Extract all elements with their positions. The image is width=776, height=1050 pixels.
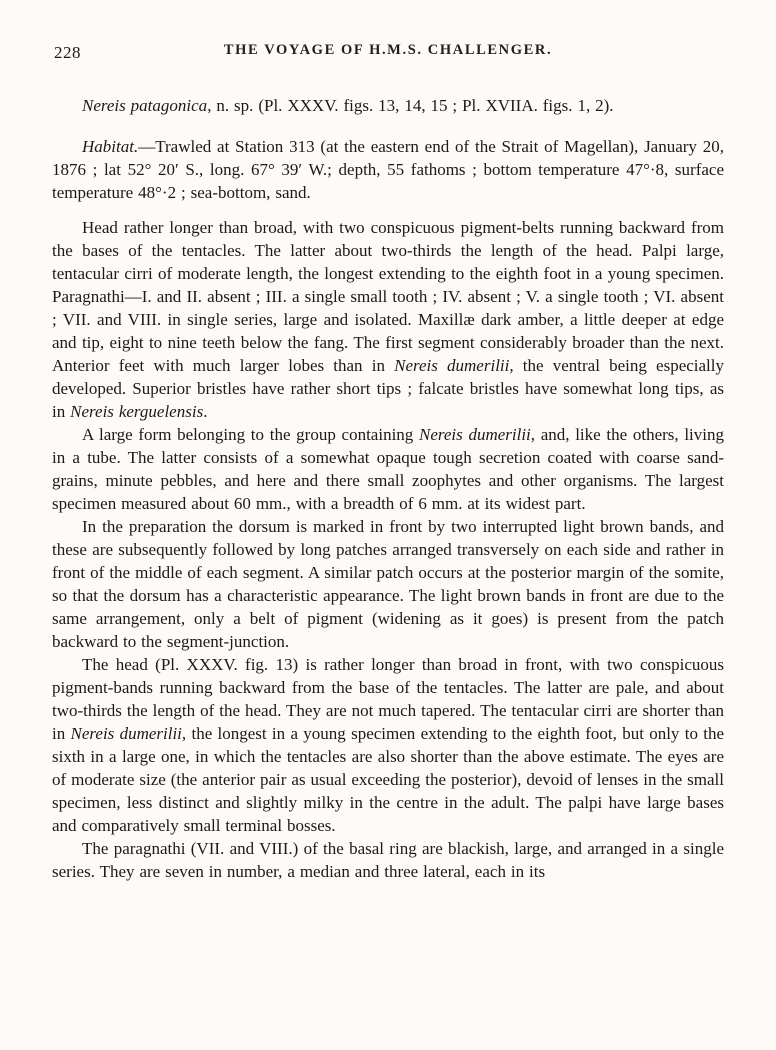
body-paragraph: The head (Pl. XXXV. fig. 13) is rather longer than broad in front, with two conspicuous pigment-bands running backward from the base of the tentacles. The latter are pale, and about two-thirds the length of the head. They are not much tapered. The tentacular cirri are shorter than in Nereis dumerilii, the longest in a young specimen extending to the eighth foot, but only to the sixth in a large one, in which the tentacles are also shorter than the above estimate. The eyes are of moderate size (the anterior pair as usual exceeding the posterior), devoid of lenses in the small specimen, less distinct and slightly milky in the centre in the adult. The palpi have large bases and comparatively small terminal bosses. xyxy=(52,655,725,835)
body-paragraph: A large form belonging to the group containing Nereis dumerilii, and, like the others, living in a tube. The latter consists of a somewhat opaque tough secretion coated with coarse sand-grains, minute pebbles, and here and there small zoophytes and other organisms. The largest specimen measured about 60 mm., with a breadth of 6 mm. at its widest part. xyxy=(52,425,725,513)
species-heading: Nereis patagonica, n. sp. (Pl. XXXV. figs. 13, 14, 15 ; Pl. XVIIA. figs. 1, 2). xyxy=(82,96,614,115)
habitat-paragraph: Habitat.—Trawled at Station 313 (at the eastern end of the Strait of Magellan), January 20, 1876 ; lat 52° 20′ S., long. 67° 39′ W.; depth, 55 fathoms ; bottom temperature 47°·8, surface temperature 48°·2 ; sea-bottom, sand. xyxy=(52,137,724,202)
running-title: THE VOYAGE OF H.M.S. CHALLENGER. xyxy=(223,42,553,58)
body-paragraph: In the preparation the dorsum is marked in front by two interrupted light brown bands, and these are subsequently followed by long patches arranged transversely on each side and rather in front of the middle of each segment. A similar patch occurs at the posterior margin of the somite, so that the dorsum has a characteristic appearance. The light brown bands in front are due to the same arrangement, only a belt of pigment (widening as it goes) is present from the patch backward to the segment-junction. xyxy=(52,517,724,651)
page-number: 228 xyxy=(54,43,81,62)
page-header xyxy=(52,42,724,64)
body-paragraph: Head rather longer than broad, with two conspicuous pigment-belts running backward from the bases of the tentacles. The latter about two-thirds the length of the head. Palpi large, tentacular cirri of moderate length, the longest extending to the eighth foot in a young specimen. Paragnathi—I. and II. absent ; III. a single small tooth ; IV. absent ; V. a single tooth ; VI. absent ; VII. and VIII. in single series, large and isolated. Maxillæ dark amber, a little deeper at edge and tip, eight to nine teeth below the fang. The first segment considerably broader than the next. Anterior feet with much larger lobes than in Nereis dumerilii, the ventral being especially developed. Superior bristles have rather short tips ; falcate bristles have somewhat long tips, as in Nereis kerguelensis. xyxy=(52,218,724,421)
text-block xyxy=(52,94,724,883)
body-paragraph: The paragnathi (VII. and VIII.) of the basal ring are blackish, large, and arranged in a single series. They are seven in number, a median and three lateral, each in its xyxy=(52,839,724,881)
